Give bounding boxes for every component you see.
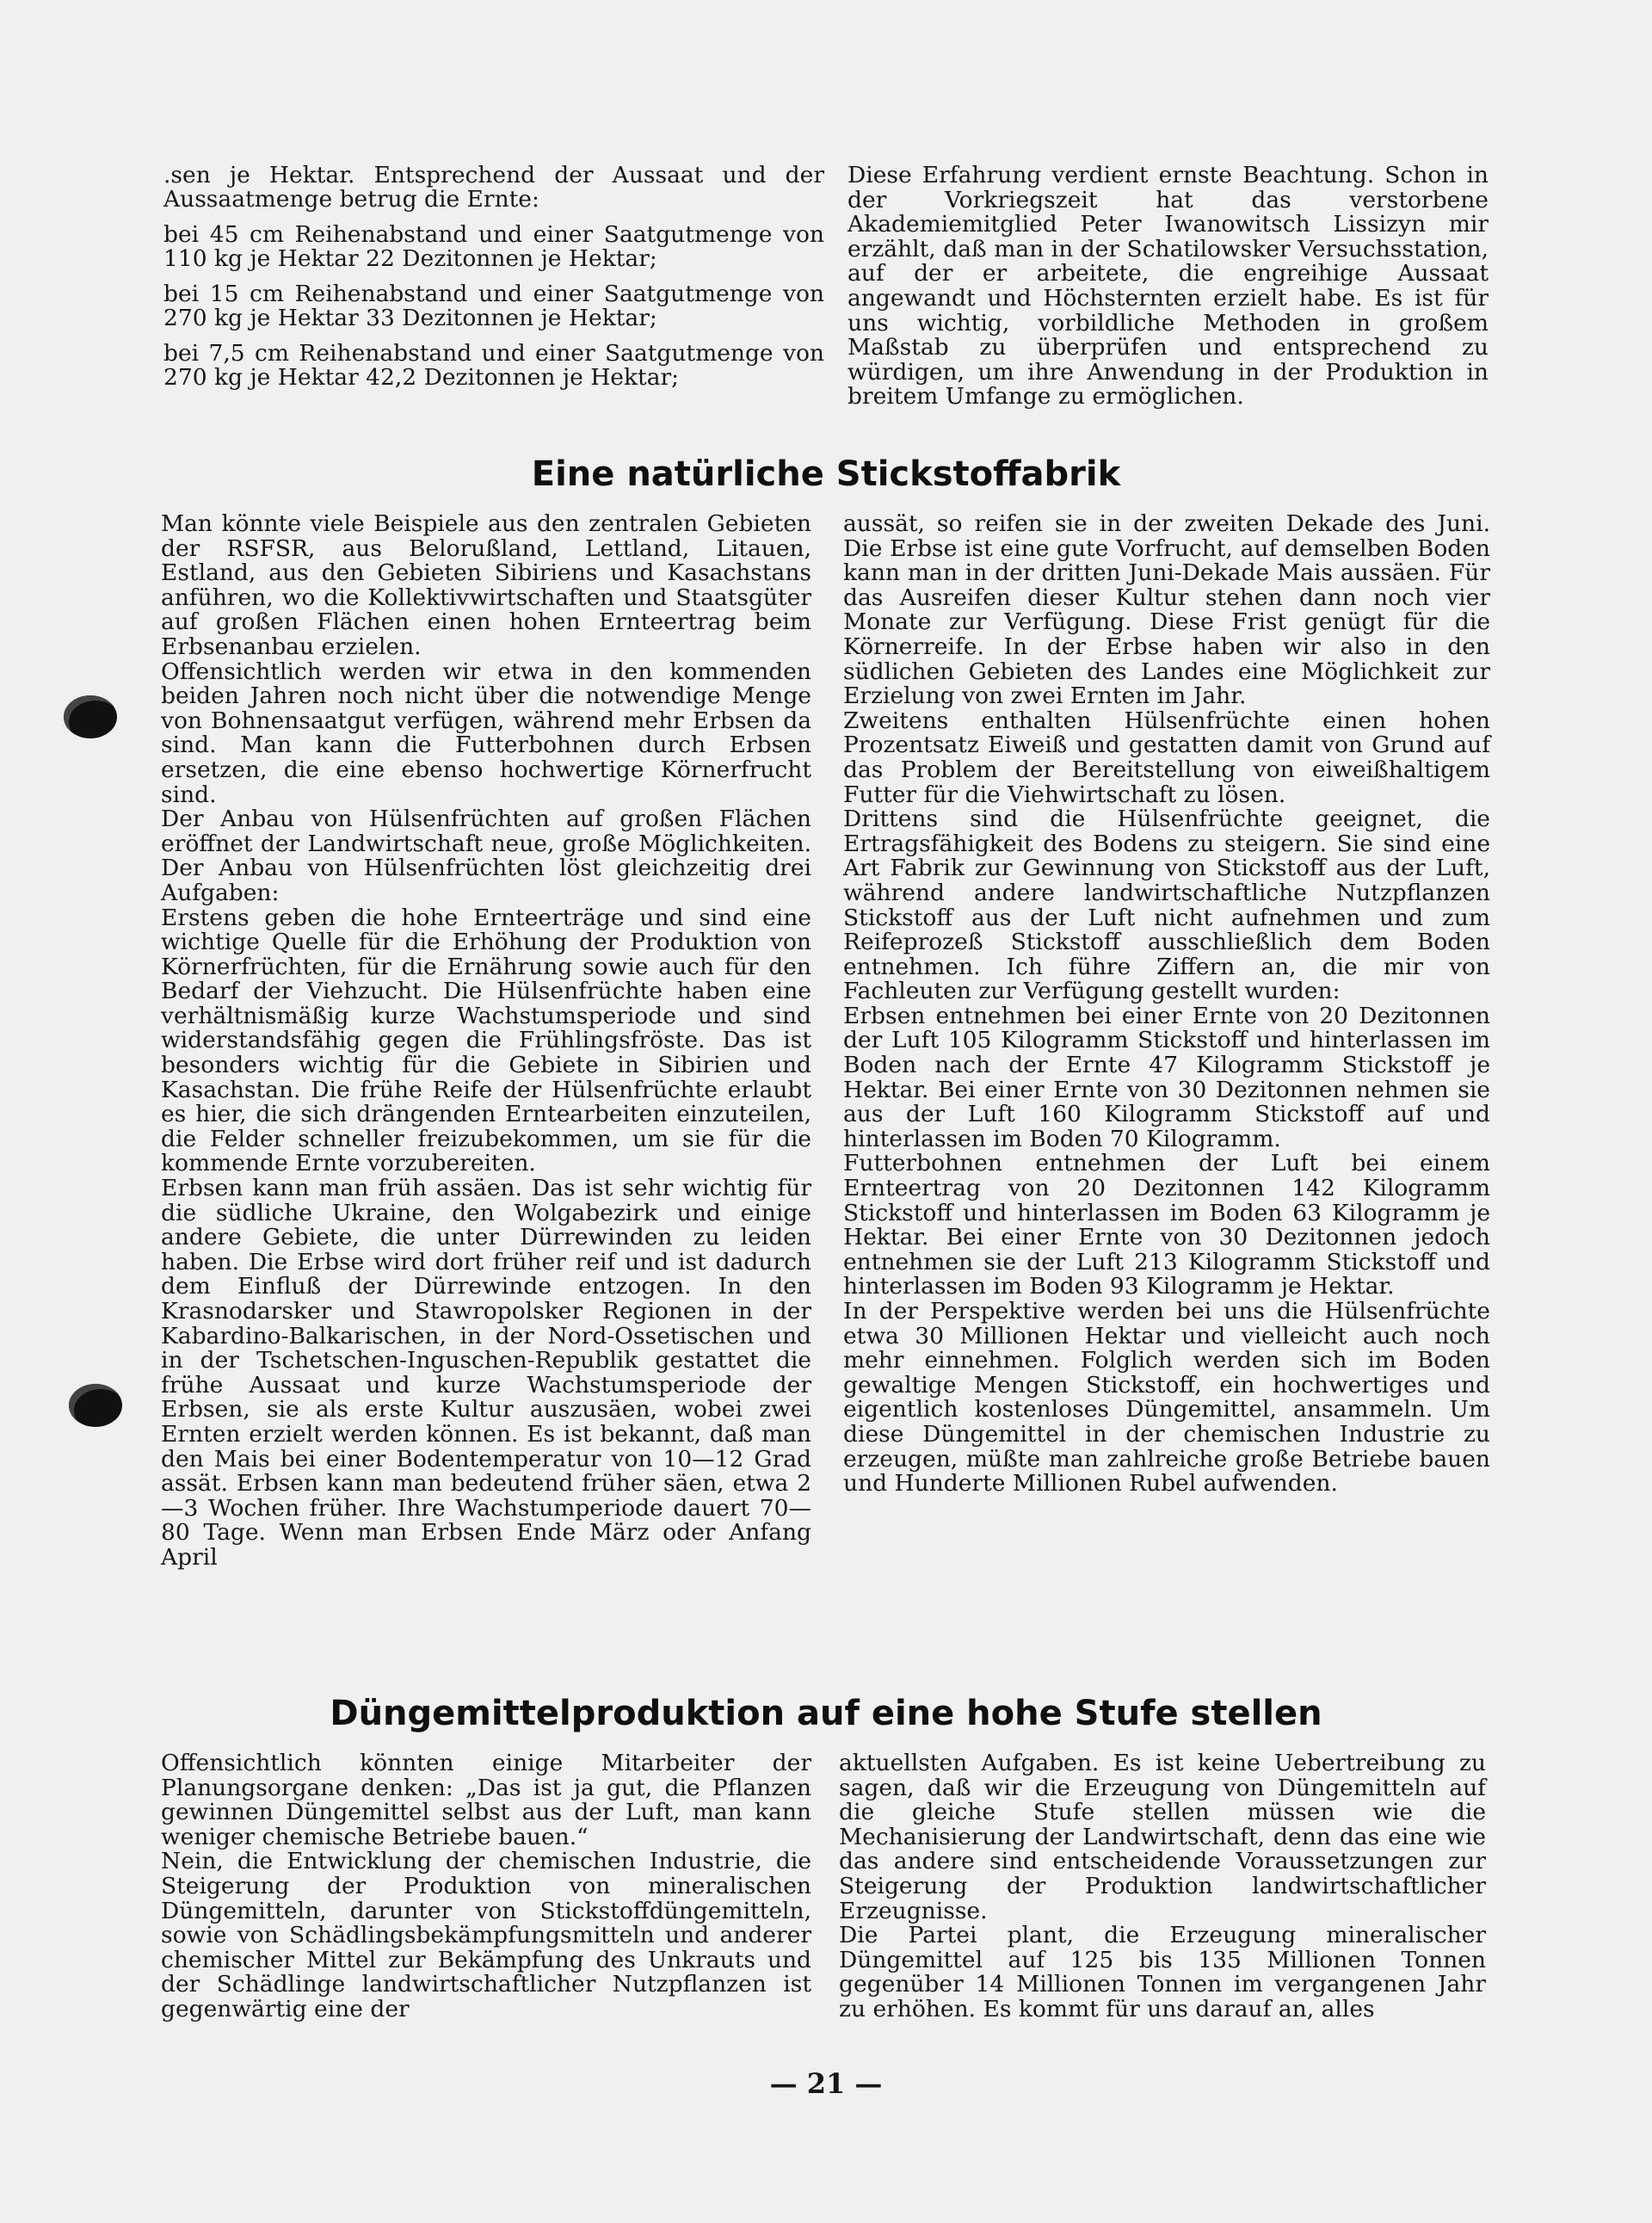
section1-right-column [843,512,1490,1497]
section2-left-column [161,1751,811,2022]
article-paragraph: In der Perspektive werden bei uns die Hülsenfrüchte etwa 30 Millionen Hektar und vielleicht auch noch mehr einnehmen. Folglich werden sich im Boden gewaltige Mengen Stickstoff, ein hochwertiges und eigentlich kostenloses Düngemittel, ansammeln. Um diese Düngemittel in der chemischen Industrie zu erzeugen, müßte man zahlreiche große Betriebe bauen und Hunderte Millionen Rubel aufwenden. [843,1298,1490,1497]
article-paragraph: Nein, die Entwicklung der chemischen Industrie, die Steigerung der Produktion von mineralischen Düngemitteln, darunter von Stickstoffdüngemitteln, sowie von Schädlingsbekämpfungsmitteln und anderer chemischer Mittel zur Bekämpfung des Unkrauts und der Schädlinge landwirtschaftlicher Nutzpflanzen ist gegenwärtig eine der [161,1848,811,2022]
article-paragraph: Erbsen kann man früh assäen. Das ist sehr wichtig für die südliche Ukraine, den Wolgabezirk und einige andere Gebiete, die unter Dürrewinden zu leiden haben. Die Erbse wird dort früher reif und ist dadurch dem Einfluß der Dürrewinde entzogen. In den Krasnodarsker und Stawropolsker Regionen in der Kabardino-Balkarischen, in der Nord-Ossetischen und in der Tschetschen-Inguschen-Republik gestattet die frühe Aussaat und kurze Wachstumsperiode der Erbsen, sie als erste Kultur auszusäen, wobei zwei Ernten erzielt werden können. Es ist bekannt, daß man den Mais bei einer Bodentemperatur von 10—12 Grad assät. Erbsen kann man bedeutend früher säen, etwa 2—3 Wochen früher. Ihre Wachstumperiode dauert 70—80 Tage. Wenn man Erbsen Ende März oder Anfang April [161,1175,811,1571]
article-paragraph: Die Partei plant, die Erzeugung mineralischer Düngemittel auf 125 bis 135 Millionen Tonnen gegenüber 14 Millionen Tonnen im vergangenen Jahr zu erhöhen. Es kommt für uns darauf an, alles [839,1922,1486,2022]
intro-left-column [163,164,824,401]
punch-hole-upper [64,695,117,738]
article-paragraph: aussät, so reifen sie in der zweiten Dekade des Juni. Die Erbse ist eine gute Vorfrucht, auf demselben Boden kann man in der dritten Juni-Dekade Mais aussäen. Für das Ausreifen dieser Kultur stehen dann noch vier Monate zur Verfügung. Diese Frist genügt für die Körnerreife. In der Erbse haben wir also in den südlichen Gebieten des Landes eine Möglichkeit zur Erzielung von zwei Ernten im Jahr. [843,510,1490,710]
article-paragraph: Offensichtlich könnten einige Mitarbeiter der Planungsorgane denken: „Das ist ja gut, die Pflanzen gewinnen Düngemittel selbst aus der Luft, man kann weniger chemische Betriebe bauen.“ [161,1750,811,1850]
section2-right-column [839,1751,1486,2022]
harvest-result-item: bei 45 cm Reihenabstand und einer Saatgutmenge von 110 kg je Hektar 22 Dezitonnen je Hektar; [163,221,824,272]
article-paragraph: Erbsen entnehmen bei einer Ernte von 20 Dezitonnen der Luft 105 Kilogramm Stickstoff und hinterlassen im Boden nach der Ernte 47 Kilogramm Stickstoff je Hektar. Bei einer Ernte von 30 Dezitonnen nehmen sie aus der Luft 160 Kilogramm Stickstoff auf und hinterlassen im Boden 70 Kilogramm. [843,1002,1490,1152]
section1-left-column [161,512,811,1571]
article-paragraph: Offensichtlich werden wir etwa in den kommenden beiden Jahren noch nicht über die notwendige Menge von Bohnensaatgut verfügen, während mehr Erbsen da sind. Man kann die Futterbohnen durch Erbsen ersetzen, die eine ebenso hochwertige Körnerfrucht sind. [161,658,811,808]
article-paragraph: Drittens sind die Hülsenfrüchte geeignet, die Ertragsfähigkeit des Bodens zu steigern. Sie sind eine Art Fabrik zur Gewinnung von Stickstoff aus der Luft, während andere landwirtschaftliche Nutzpflanzen Stickstoff aus der Luft nicht aufnehmen und zum Reifeprozeß Stickstoff ausschließlich dem Boden entnehmen. Ich führe Ziffern an, die mir von Fachleuten zur Verfügung gestellt wurden: [843,806,1490,1005]
article-paragraph: Futterbohnen entnehmen der Luft bei einem Ernteertrag von 20 Dezitonnen 142 Kilogramm Stickstoff und hinterlassen im Boden 63 Kilogramm je Hektar. Bei einer Ernte von 30 Dezitonnen jedoch entnehmen sie der Luft 213 Kilogramm Stickstoff und hinterlassen im Boden 93 Kilogramm je Hektar. [843,1150,1490,1300]
article-paragraph: aktuellsten Aufgaben. Es ist keine Uebertreibung zu sagen, daß wir die Erzeugung von Düngemitteln auf die gleiche Stufe stellen müssen wie die Mechanisierung der Landwirtschaft, denn das eine wie das andere sind entscheidende Voraussetzungen zur Steigerung der Produktion landwirtschaftlicher Erzeugnisse. [839,1750,1486,1924]
article-paragraph: Man könnte viele Beispiele aus den zentralen Gebieten der RSFSR, aus Belorußland, Lettland, Litauen, Estland, aus den Gebieten Sibiriens und Kasachstans anführen, wo die Kollektivwirtschaften und Staatsgüter auf großen Flächen einen hohen Ernteertrag beim Erbsenanbau erzielen. [161,510,811,660]
harvest-result-item: bei 15 cm Reihenabstand und einer Saatgutmenge von 270 kg je Hektar 33 Dezitonnen je Hektar; [163,281,824,331]
harvest-result-item: bei 7,5 cm Reihenabstand und einer Saatgutmenge von 270 kg je Hektar 42,2 Dezitonnen je Hektar; [163,340,824,391]
intro-lead-text: .sen je Hektar. Entsprechend der Aussaat und der Aussaatmenge betrug die Ernte: [163,162,824,213]
page-number: — 21 — [769,2067,883,2100]
article-paragraph: Zweitens enthalten Hülsenfrüchte einen hohen Prozentsatz Eiweiß und gestatten damit von Grund auf das Problem der Bereitstellung von eiweißhaltigem Futter für die Viehwirtschaft zu lösen. [843,707,1490,808]
punch-hole-lower [69,1384,122,1427]
intro-right-column [848,164,1489,410]
section-heading-stickstoffabrik: Eine natürliche Stickstoffabrik [531,454,1121,494]
article-paragraph: Der Anbau von Hülsenfrüchten auf großen Flächen eröffnet der Landwirtschaft neue, große Möglichkeiten. Der Anbau von Hülsenfrüchten löst gleichzeitig drei Aufgaben: [161,806,811,906]
article-paragraph: Erstens geben die hohe Ernteerträge und sind eine wichtige Quelle für die Erhöhung der Produktion von Körnerfrüchten, für die Ernährung sowie auch für den Bedarf der Viehzucht. Die Hülsenfrüchte haben eine verhältnismäßig kurze Wachstumsperiode und sind widerstandsfähig gegen die Frühlingsfröste. Das ist besonders wichtig für die Gebiete in Sibirien und Kasachstan. Die frühe Reife der Hülsenfrüchte erlaubt es hier, die sich drängenden Erntearbeiten einzuteilen, die Felder schneller freizubekommen, um sie für die kommende Ernte vorzubereiten. [161,904,811,1177]
intro-paragraph: Diese Erfahrung verdient ernste Beachtung. Schon in der Vorkriegszeit hat das verstorbene Akademiemitglied Peter Iwanowitsch Lissizyn mir erzählt, daß man in der Schatilowsker Versuchsstation, auf der er arbeitete, die engreihige Aussaat angewandt und Höchsternten erzielt habe. Es ist für uns wichtig, vorbildliche Methoden in großem Maßstab zu überprüfen und entsprechend zu würdigen, um ihre Anwendung in der Produktion in breitem Umfange zu ermöglichen. [848,162,1489,411]
section-heading-duengemittelproduktion: Düngemittelproduktion auf eine hohe Stufe stellen [330,1694,1322,1733]
